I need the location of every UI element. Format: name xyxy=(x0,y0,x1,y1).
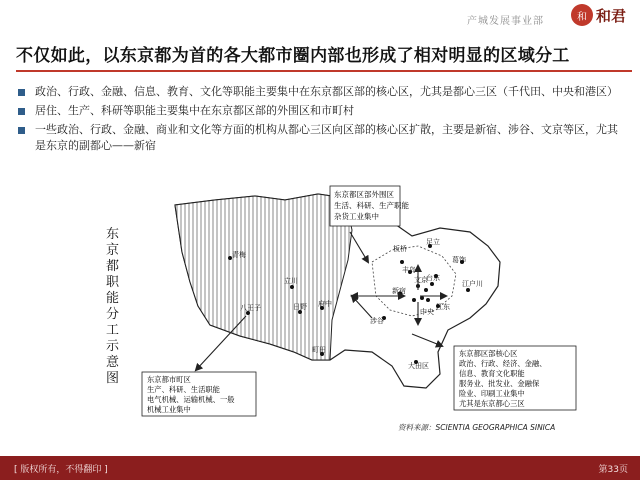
bullet-text: 一些政治、行政、金融、商业和文化等方面的机构从都心三区向区部的核心区扩散，主要是新宿、涉谷、文京等区，尤其是东京的副都心——新宿 xyxy=(35,123,618,152)
box-line: 电气机械、运输机械、一般 xyxy=(147,395,235,404)
place-dot xyxy=(466,288,470,292)
place-label: 江户川 xyxy=(462,280,483,288)
vertical-title-char: 东 xyxy=(106,227,120,242)
map-source: 资料来源：SCIENTIA GEOGRAPHICA SINICA xyxy=(398,423,556,432)
place-label: 大田区 xyxy=(408,362,429,370)
header-department: 产城发展事业部 xyxy=(467,16,544,27)
vertical-title-char: 工 xyxy=(106,323,120,338)
slide-title: 不仅如此，以东京都为首的各大都市圈内部也形成了相对明显的区域分工 xyxy=(16,46,570,66)
bullet-text: 政治、行政、金融、信息、教育、文化等职能主要集中在东京都区部的核心区，尤其是都心三区（千代田、中央和港区） xyxy=(35,85,618,98)
vertical-title-char: 图 xyxy=(106,371,120,386)
place-dot xyxy=(400,260,404,264)
map-vertical-title xyxy=(106,227,120,386)
place-label: 台东 xyxy=(426,274,440,282)
box-line: 险业、印刷工业集中 xyxy=(459,389,525,398)
box-line: 信息、教育文化职能 xyxy=(459,369,525,378)
place-label: 足立 xyxy=(426,238,440,246)
place-label: 板桥 xyxy=(393,245,407,253)
vertical-title-char: 能 xyxy=(106,291,120,306)
box-line: 生产、科研、生活职能 xyxy=(147,385,220,394)
place-label: 葛饰 xyxy=(452,256,466,264)
place-label: 文京 xyxy=(414,276,428,284)
box-line: 东京都区部外围区 xyxy=(334,190,394,199)
place-label: 八王子 xyxy=(240,304,261,312)
place-dot xyxy=(290,285,294,289)
bullet-text: 居住、生产、科研等职能主要集中在东京都区部的外围区和市町村 xyxy=(35,104,354,117)
logo-seal-icon: 和 xyxy=(571,4,593,26)
vertical-title-char: 示 xyxy=(106,339,120,354)
footer-bar xyxy=(0,456,640,480)
box-line: 杂货工业集中 xyxy=(334,212,379,221)
vertical-title-char: 职 xyxy=(106,275,120,290)
vertical-title-char: 京 xyxy=(106,243,120,258)
vertical-title-char: 分 xyxy=(106,307,120,322)
outer-ward-box xyxy=(330,186,409,226)
place-label: 中央 xyxy=(420,308,434,316)
vertical-title-char: 意 xyxy=(106,355,120,370)
place-label: 涉谷 xyxy=(370,317,384,325)
box-line: 尤其是东京都心三区 xyxy=(459,399,525,408)
box-line: 机械工业集中 xyxy=(147,405,191,414)
box-line: 东京都区部核心区 xyxy=(459,349,518,358)
logo-text: 和君 xyxy=(595,6,626,25)
place-label: 丰岛 xyxy=(402,266,416,274)
striped-west-area xyxy=(175,194,352,360)
place-label: 町田 xyxy=(312,346,326,354)
vertical-title-char: 都 xyxy=(106,259,120,274)
box-line: 服务业、批发业、金融保 xyxy=(459,379,540,388)
box-line: 政治、行政、经济、金融、 xyxy=(459,359,547,368)
town-box xyxy=(142,372,256,416)
place-label: 新宿 xyxy=(392,287,406,295)
core-ward-box xyxy=(454,346,576,410)
box-line: 生活、科研、生产职能 xyxy=(334,201,409,210)
place-label: 立川 xyxy=(284,277,298,285)
box-line: 东京都市町区 xyxy=(147,375,191,384)
place-label: 日野 xyxy=(293,303,307,311)
page-number: 第33页 xyxy=(598,465,628,475)
place-label: 府中 xyxy=(318,300,332,308)
place-label: 青梅 xyxy=(232,251,246,259)
place-label: 江东 xyxy=(436,303,450,311)
footer-copyright: [ 版权所有，不得翻印 ] xyxy=(14,465,108,475)
